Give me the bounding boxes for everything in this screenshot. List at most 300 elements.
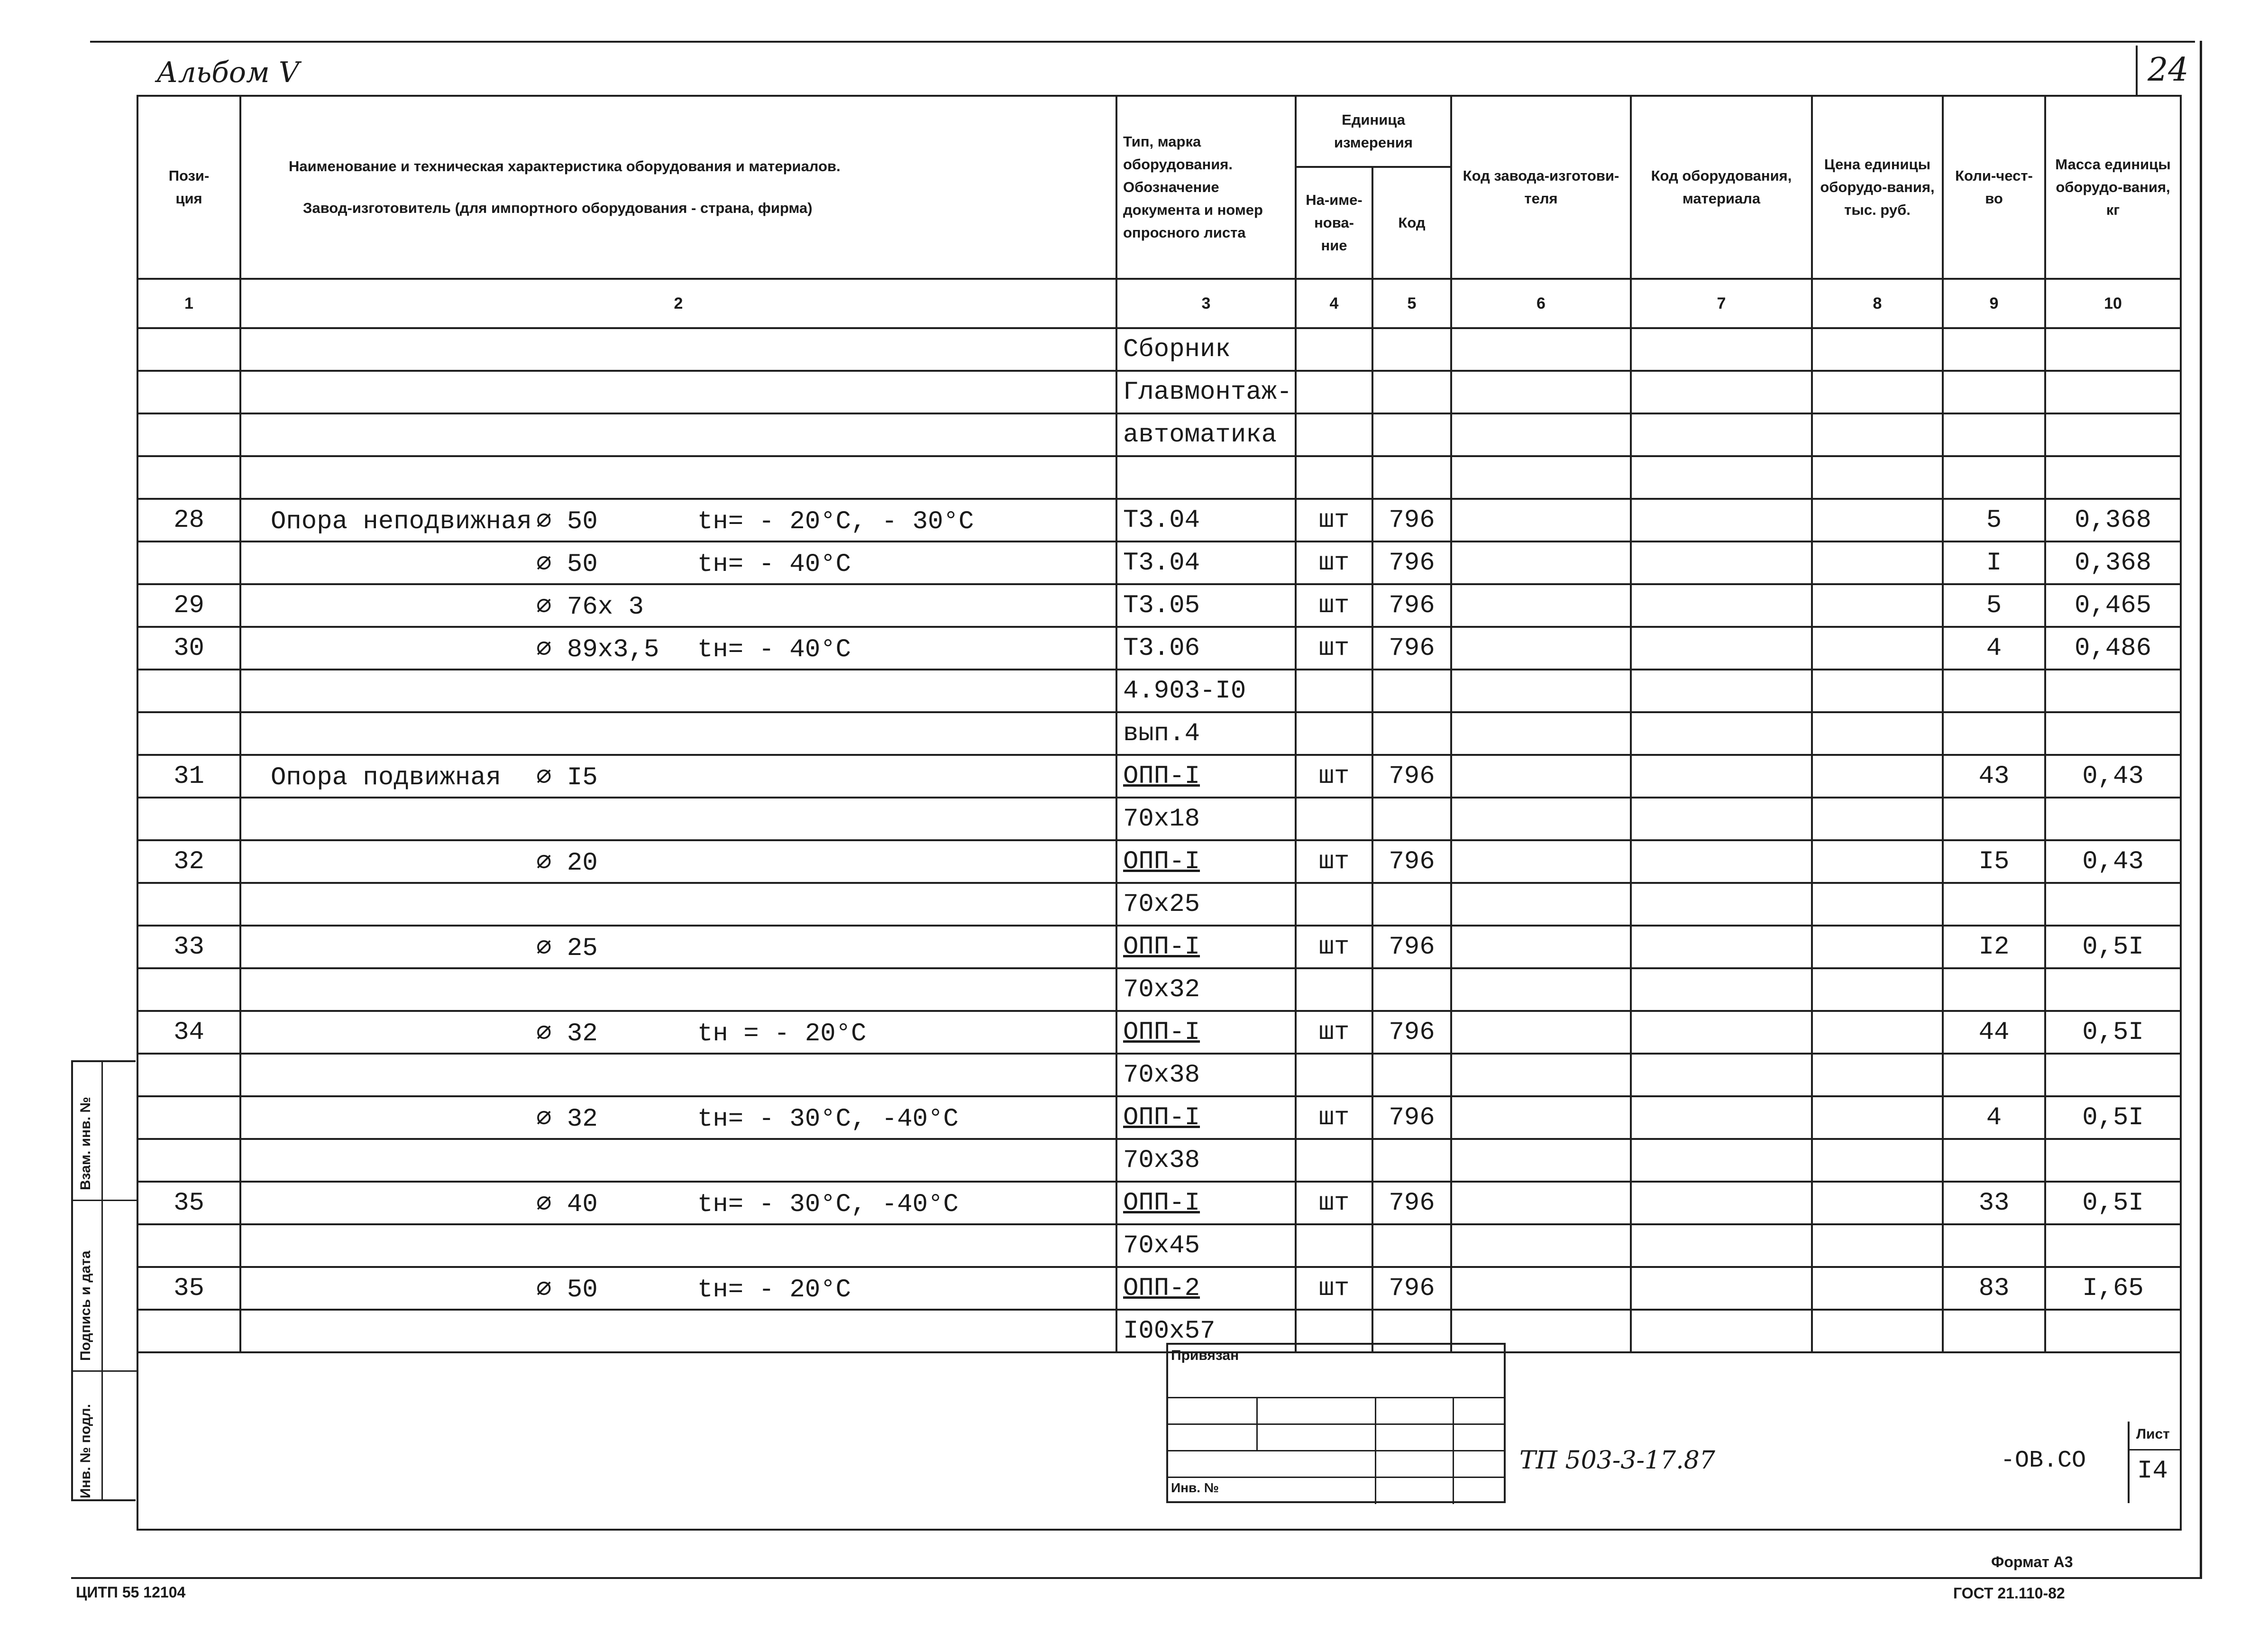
position-cell	[137, 1310, 240, 1352]
position-cell	[137, 968, 240, 1011]
table-row	[137, 371, 2181, 413]
unit-code-cell	[1372, 1182, 1451, 1224]
mass-text: 0,5I	[2082, 1188, 2144, 1218]
item-temperature: tн= - 40°C	[697, 635, 851, 664]
album-label: Альбом V	[156, 56, 300, 89]
unit-text: шт	[1318, 548, 1350, 578]
sheet-number: I4	[2137, 1457, 2168, 1486]
name-cell	[240, 627, 1116, 670]
mass-cell	[2045, 1011, 2181, 1054]
table-row	[137, 670, 2181, 712]
equipment-code-cell	[1631, 371, 1812, 413]
price-cell	[1812, 328, 1943, 371]
equipment-code-cell	[1631, 755, 1812, 798]
type-text: 70х18	[1123, 804, 1200, 834]
unit-code-cell	[1372, 1054, 1451, 1096]
price-cell	[1812, 1224, 1943, 1267]
col-num: 10	[2045, 279, 2181, 328]
mass-cell	[2045, 712, 2181, 755]
type-cell	[1116, 1011, 1296, 1054]
document-code: ТП 503-3-17.87	[1519, 1446, 1715, 1475]
unit-name-cell	[1296, 1182, 1372, 1224]
item-size: ∅ 32	[536, 1104, 598, 1134]
specification-table	[137, 95, 2182, 1531]
sheet-label: Лист	[2136, 1426, 2170, 1442]
unit-code-cell	[1372, 1224, 1451, 1267]
header-type: Тип, марка оборудования. Обозначение документа и номер опросного листа	[1116, 96, 1296, 279]
type-cell	[1116, 1054, 1296, 1096]
type-text: I00х57	[1123, 1316, 1216, 1346]
sheet-box-rule	[2130, 1449, 2182, 1450]
unit-text: шт	[1318, 1018, 1350, 1047]
name-cell	[240, 584, 1116, 627]
unit-code-cell	[1372, 584, 1451, 627]
col-num: 9	[1943, 279, 2045, 328]
header-mass: Масса единицы оборудо-вания, кг	[2045, 96, 2181, 279]
unit-code-cell	[1372, 328, 1451, 371]
col-num: 4	[1296, 279, 1372, 328]
table-row	[137, 1224, 2181, 1267]
name-cell	[240, 1139, 1116, 1182]
type-cell	[1116, 926, 1296, 968]
item-size: ∅ 25	[536, 934, 598, 963]
header-maker-code: Код завода-изготови-теля	[1451, 96, 1631, 279]
unit-text: шт	[1318, 633, 1350, 663]
unit-code-text: 796	[1389, 847, 1435, 876]
name-cell	[240, 840, 1116, 883]
quantity-cell	[1943, 328, 2045, 371]
item-size: ∅ 50	[536, 550, 598, 579]
mass-cell	[2045, 883, 2181, 926]
table-row	[137, 798, 2181, 840]
header-unit: Единица измерения	[1296, 96, 1451, 167]
unit-code-cell	[1372, 499, 1451, 541]
price-cell	[1812, 456, 1943, 499]
equipment-code-cell	[1631, 1224, 1812, 1267]
position-cell	[137, 712, 240, 755]
unit-code-cell	[1372, 1139, 1451, 1182]
unit-code-cell	[1372, 883, 1451, 926]
unit-name-cell	[1296, 883, 1372, 926]
header-name: Наименование и техническая характеристика оборудования и материалов. Завод-изготовитель (для импортного оборудования - страна, фирма)	[240, 96, 1116, 279]
document-suffix: -ОВ.СО	[2001, 1447, 2086, 1474]
item-size: ∅ 50	[536, 1275, 598, 1304]
type-text: 70х32	[1123, 975, 1200, 1004]
header-price: Цена единицы оборудо-вания, тыс. руб.	[1812, 96, 1943, 279]
item-temperature: tн = - 20°C	[697, 1019, 867, 1048]
table-row	[137, 840, 2181, 883]
type-cell	[1116, 627, 1296, 670]
item-name: Опора подвижная	[271, 763, 502, 792]
item-temperature: tн= - 30°C, -40°C	[697, 1190, 959, 1219]
maker-code-cell	[1451, 541, 1631, 584]
item-temperature: tн= - 20°C, - 30°C	[697, 507, 974, 536]
mass-cell	[2045, 755, 2181, 798]
table-row	[137, 1096, 2181, 1139]
price-cell	[1812, 712, 1943, 755]
maker-code-cell	[1451, 968, 1631, 1011]
type-text: Сборник	[1123, 335, 1231, 364]
quantity-cell	[1943, 371, 2045, 413]
header-quantity: Коли-чест-во	[1943, 96, 2045, 279]
maker-code-cell	[1451, 1182, 1631, 1224]
position-cell	[137, 670, 240, 712]
type-text: ОПП-I	[1123, 847, 1200, 876]
unit-text: шт	[1318, 1103, 1350, 1132]
price-cell	[1812, 371, 1943, 413]
quantity-cell	[1943, 926, 2045, 968]
maker-code-cell	[1451, 1011, 1631, 1054]
quantity-text: 5	[1986, 505, 2002, 535]
equipment-code-cell	[1631, 499, 1812, 541]
type-text: ОПП-I	[1123, 1103, 1200, 1132]
vzam-label: Взам. инв. №	[78, 1097, 93, 1190]
name-cell	[240, 541, 1116, 584]
quantity-text: 5	[1986, 591, 2002, 620]
name-cell	[240, 883, 1116, 926]
top-rule	[90, 41, 2195, 43]
equipment-code-cell	[1631, 456, 1812, 499]
unit-code-text: 796	[1389, 591, 1435, 620]
maker-code-cell	[1451, 584, 1631, 627]
unit-code-cell	[1372, 840, 1451, 883]
unit-name-cell	[1296, 968, 1372, 1011]
type-text: ОПП-I	[1123, 1188, 1200, 1218]
side-stamp	[71, 1060, 136, 1501]
side-rule	[73, 1370, 137, 1372]
right-border	[2200, 41, 2202, 1577]
type-text: 70х25	[1123, 890, 1200, 919]
item-temperature: tн= - 40°C	[697, 550, 851, 579]
unit-text: шт	[1318, 932, 1350, 962]
position-text: 32	[174, 847, 204, 876]
position-cell	[137, 755, 240, 798]
type-cell	[1116, 1182, 1296, 1224]
table-row	[137, 499, 2181, 541]
quantity-text: 43	[1978, 762, 2010, 791]
type-text: вып.4	[1123, 719, 1200, 748]
name-cell	[240, 371, 1116, 413]
maker-code-cell	[1451, 627, 1631, 670]
side-rule	[73, 1200, 137, 1201]
unit-text: шт	[1318, 762, 1350, 791]
type-cell	[1116, 328, 1296, 371]
mass-cell	[2045, 499, 2181, 541]
price-cell	[1812, 840, 1943, 883]
item-temperature: tн= - 30°C, -40°C	[697, 1104, 959, 1134]
equipment-code-cell	[1631, 584, 1812, 627]
mass-cell	[2045, 798, 2181, 840]
type-text: Т3.05	[1123, 591, 1200, 620]
mass-text: 0,5I	[2082, 1103, 2144, 1132]
unit-name-cell	[1296, 328, 1372, 371]
price-cell	[1812, 968, 1943, 1011]
unit-code-cell	[1372, 968, 1451, 1011]
unit-name-cell	[1296, 1139, 1372, 1182]
stamp-divider	[1256, 1397, 1258, 1450]
position-cell	[137, 456, 240, 499]
equipment-code-cell	[1631, 670, 1812, 712]
privyazan-label: Привязан	[1171, 1348, 1239, 1363]
type-text: 4.903-I0	[1123, 676, 1246, 706]
unit-name-cell	[1296, 840, 1372, 883]
type-text: автоматика	[1123, 420, 1277, 450]
position-text: 28	[174, 505, 204, 535]
unit-code-text: 796	[1389, 548, 1435, 578]
price-cell	[1812, 798, 1943, 840]
name-cell	[240, 1182, 1116, 1224]
unit-code-cell	[1372, 798, 1451, 840]
maker-code-cell	[1451, 456, 1631, 499]
position-cell	[137, 499, 240, 541]
unit-text: шт	[1318, 505, 1350, 535]
quantity-text: 4	[1986, 1103, 2002, 1132]
mass-text: 0,368	[2074, 505, 2152, 535]
maker-code-cell	[1451, 798, 1631, 840]
inv-original-label: Инв. № подл.	[78, 1404, 93, 1498]
type-text: ОПП-I	[1123, 932, 1200, 962]
maker-code-cell	[1451, 1096, 1631, 1139]
mass-cell	[2045, 541, 2181, 584]
type-cell	[1116, 1224, 1296, 1267]
col-num: 3	[1116, 279, 1296, 328]
quantity-cell	[1943, 670, 2045, 712]
position-cell	[137, 1096, 240, 1139]
quantity-cell	[1943, 1096, 2045, 1139]
type-text: 70х45	[1123, 1231, 1200, 1260]
unit-text: шт	[1318, 1274, 1350, 1303]
page-number-divider	[2136, 46, 2138, 95]
name-cell	[240, 413, 1116, 456]
quantity-text: I2	[1978, 932, 2010, 962]
quantity-cell	[1943, 456, 2045, 499]
quantity-cell	[1943, 1267, 2045, 1310]
unit-name-cell	[1296, 584, 1372, 627]
quantity-text: 33	[1978, 1188, 2010, 1218]
name-cell	[240, 712, 1116, 755]
unit-text: шт	[1318, 847, 1350, 876]
mass-text: 0,486	[2074, 633, 2152, 663]
bottom-rule	[71, 1577, 2202, 1579]
price-cell	[1812, 1054, 1943, 1096]
table-row	[137, 755, 2181, 798]
quantity-text: 44	[1978, 1018, 2010, 1047]
sheet-box	[2128, 1422, 2182, 1503]
unit-code-cell	[1372, 670, 1451, 712]
maker-code-cell	[1451, 1054, 1631, 1096]
price-cell	[1812, 584, 1943, 627]
position-cell	[137, 1182, 240, 1224]
unit-code-cell	[1372, 371, 1451, 413]
col-num: 2	[240, 279, 1116, 328]
table-row	[137, 1267, 2181, 1310]
name-cell	[240, 1011, 1116, 1054]
position-cell	[137, 584, 240, 627]
side-divider	[101, 1062, 103, 1499]
quantity-cell	[1943, 413, 2045, 456]
mass-cell	[2045, 1139, 2181, 1182]
item-size: ∅ 50	[536, 507, 598, 536]
name-cell	[240, 798, 1116, 840]
price-cell	[1812, 541, 1943, 584]
quantity-cell	[1943, 755, 2045, 798]
inventory-number-label: Инв. №	[1171, 1480, 1219, 1495]
name-cell	[240, 670, 1116, 712]
mass-cell	[2045, 1096, 2181, 1139]
page-number: 24	[2148, 51, 2189, 89]
unit-code-cell	[1372, 413, 1451, 456]
maker-code-cell	[1451, 1139, 1631, 1182]
name-cell	[240, 499, 1116, 541]
unit-name-cell	[1296, 755, 1372, 798]
header-unit-code: Код	[1372, 167, 1451, 279]
mass-text: 0,368	[2074, 548, 2152, 578]
price-cell	[1812, 499, 1943, 541]
type-cell	[1116, 1096, 1296, 1139]
table-row	[137, 584, 2181, 627]
type-cell	[1116, 968, 1296, 1011]
type-text: ОПП-I	[1123, 762, 1200, 791]
equipment-code-cell	[1631, 1096, 1812, 1139]
quantity-cell	[1943, 1054, 2045, 1096]
quantity-text: 4	[1986, 633, 2002, 663]
position-cell	[137, 1054, 240, 1096]
mass-cell	[2045, 413, 2181, 456]
position-cell	[137, 798, 240, 840]
stamp-divider	[1453, 1397, 1454, 1504]
mass-cell	[2045, 328, 2181, 371]
maker-code-cell	[1451, 840, 1631, 883]
table-row	[137, 456, 2181, 499]
quantity-cell	[1943, 883, 2045, 926]
mass-cell	[2045, 1267, 2181, 1310]
format-label: Формат А3	[1991, 1553, 2073, 1570]
maker-code-cell	[1451, 1267, 1631, 1310]
mass-cell	[2045, 1054, 2181, 1096]
price-cell	[1812, 413, 1943, 456]
mass-cell	[2045, 968, 2181, 1011]
quantity-cell	[1943, 1139, 2045, 1182]
equipment-code-cell	[1631, 328, 1812, 371]
equipment-code-cell	[1631, 1054, 1812, 1096]
header-position: Пози- ция	[137, 96, 240, 279]
price-cell	[1812, 755, 1943, 798]
position-cell	[137, 328, 240, 371]
column-number-row	[137, 279, 2181, 328]
type-text: Главмонтаж-	[1123, 377, 1292, 407]
table-row	[137, 968, 2181, 1011]
position-cell	[137, 840, 240, 883]
quantity-text: I	[1986, 548, 2002, 578]
unit-name-cell	[1296, 1096, 1372, 1139]
maker-code-cell	[1451, 712, 1631, 755]
equipment-code-cell	[1631, 712, 1812, 755]
unit-name-cell	[1296, 1054, 1372, 1096]
equipment-code-cell	[1631, 541, 1812, 584]
mass-cell	[2045, 840, 2181, 883]
unit-code-text: 796	[1389, 633, 1435, 663]
table-row	[137, 1310, 2181, 1352]
table-row	[137, 1182, 2181, 1224]
maker-code-cell	[1451, 926, 1631, 968]
position-cell	[137, 1139, 240, 1182]
type-text: Т3.04	[1123, 505, 1200, 535]
table-row	[137, 883, 2181, 926]
quantity-cell	[1943, 712, 2045, 755]
name-cell	[240, 968, 1116, 1011]
name-cell	[240, 755, 1116, 798]
unit-name-cell	[1296, 413, 1372, 456]
position-text: 29	[174, 591, 204, 620]
mass-cell	[2045, 584, 2181, 627]
equipment-code-cell	[1631, 883, 1812, 926]
unit-text: шт	[1318, 1188, 1350, 1218]
type-text: Т3.04	[1123, 548, 1200, 578]
item-size: ∅ 20	[536, 848, 598, 878]
unit-code-text: 796	[1389, 1274, 1435, 1303]
price-cell	[1812, 926, 1943, 968]
table-row	[137, 627, 2181, 670]
mass-cell	[2045, 1310, 2181, 1352]
position-cell	[137, 1224, 240, 1267]
position-cell	[137, 541, 240, 584]
name-cell	[240, 1267, 1116, 1310]
type-text: ОПП-2	[1123, 1274, 1200, 1303]
unit-code-text: 796	[1389, 505, 1435, 535]
position-text: 35	[174, 1274, 204, 1303]
unit-code-text: 796	[1389, 1188, 1435, 1218]
item-temperature: tн= - 20°C	[697, 1275, 851, 1304]
unit-name-cell	[1296, 712, 1372, 755]
item-size: ∅ 76х 3	[536, 592, 644, 622]
price-cell	[1812, 627, 1943, 670]
type-text: ОПП-I	[1123, 1018, 1200, 1047]
type-cell	[1116, 755, 1296, 798]
unit-code-text: 796	[1389, 932, 1435, 962]
name-cell	[240, 456, 1116, 499]
mass-text: 0,465	[2074, 591, 2152, 620]
position-cell	[137, 1011, 240, 1054]
header-equipment-code: Код оборудования, материала	[1631, 96, 1812, 279]
quantity-cell	[1943, 1182, 2045, 1224]
maker-code-cell	[1451, 499, 1631, 541]
col-num: 8	[1812, 279, 1943, 328]
gost-label: ГОСТ 21.110-82	[1953, 1585, 2065, 1602]
mass-text: 0,5I	[2082, 1018, 2144, 1047]
equipment-code-cell	[1631, 968, 1812, 1011]
item-size: ∅ 40	[536, 1190, 598, 1219]
position-cell	[137, 627, 240, 670]
unit-code-text: 796	[1389, 1103, 1435, 1132]
footer-left: ЦИТП 55 12104	[76, 1584, 186, 1601]
position-cell	[137, 926, 240, 968]
item-size: ∅ 89х3,5	[536, 635, 659, 664]
signature-date-label: Подпись и дата	[78, 1250, 93, 1361]
type-cell	[1116, 712, 1296, 755]
unit-name-cell	[1296, 627, 1372, 670]
position-text: 33	[174, 932, 204, 962]
name-cell	[240, 926, 1116, 968]
position-cell	[137, 413, 240, 456]
position-cell	[137, 371, 240, 413]
col-num: 1	[137, 279, 240, 328]
quantity-cell	[1943, 968, 2045, 1011]
maker-code-cell	[1451, 371, 1631, 413]
equipment-code-cell	[1631, 926, 1812, 968]
binding-stamp	[1166, 1343, 1506, 1503]
price-cell	[1812, 1011, 1943, 1054]
price-cell	[1812, 1182, 1943, 1224]
